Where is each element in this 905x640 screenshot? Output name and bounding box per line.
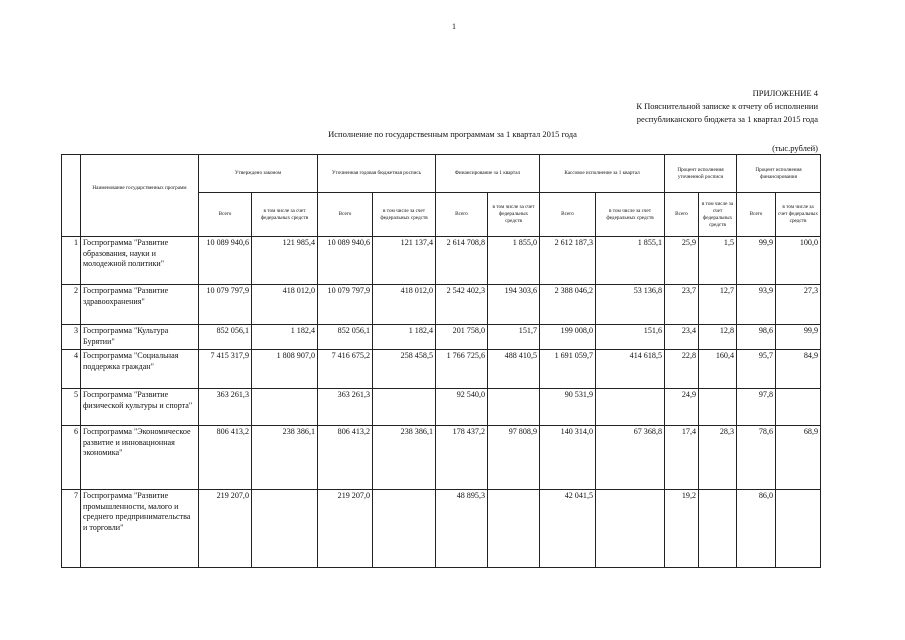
cell-value: 23,7 bbox=[665, 285, 699, 325]
cell-value: 86,0 bbox=[737, 490, 776, 568]
program-name: Госпрограмма "Развитие физической культуры и спорта" bbox=[81, 389, 199, 426]
cell-value: 140 314,0 bbox=[540, 426, 596, 490]
appendix-line-1: ПРИЛОЖЕНИЕ 4 bbox=[752, 88, 818, 98]
header-total: Всего bbox=[318, 193, 373, 237]
cell-value: 68,9 bbox=[776, 426, 821, 490]
cell-value bbox=[699, 389, 737, 426]
header-pct-revised: Процент исполнения уточненной росписи bbox=[665, 155, 737, 193]
cell-value: 98,6 bbox=[737, 325, 776, 350]
table-row bbox=[62, 389, 821, 426]
cell-value: 42 041,5 bbox=[540, 490, 596, 568]
cell-value: 178 437,2 bbox=[436, 426, 488, 490]
table-row bbox=[62, 350, 821, 389]
cell-value: 7 415 317,9 bbox=[199, 350, 252, 389]
table-row bbox=[62, 237, 821, 285]
header-total: Всего bbox=[436, 193, 488, 237]
cell-value: 1 855,0 bbox=[488, 237, 540, 285]
cell-value bbox=[488, 389, 540, 426]
program-name: Госпрограмма "Экономическое развитие и инновационная экономика" bbox=[81, 426, 199, 490]
cell-value: 1 182,4 bbox=[252, 325, 318, 350]
header-federal: в том числе за счет федеральных средств bbox=[699, 193, 737, 237]
program-name: Госпрограмма "Развитие здравоохранения" bbox=[81, 285, 199, 325]
cell-value: 151,7 bbox=[488, 325, 540, 350]
cell-value: 414 618,5 bbox=[596, 350, 665, 389]
cell-value: 10 089 940,6 bbox=[318, 237, 373, 285]
cell-value bbox=[776, 389, 821, 426]
table-row bbox=[62, 325, 821, 350]
header-approved: Утверждено законом bbox=[199, 155, 318, 193]
cell-value: 194 303,6 bbox=[488, 285, 540, 325]
row-number: 3 bbox=[62, 325, 81, 350]
cell-value: 28,3 bbox=[699, 426, 737, 490]
cell-value: 25,9 bbox=[665, 237, 699, 285]
cell-value bbox=[776, 490, 821, 568]
cell-value: 2 612 187,3 bbox=[540, 237, 596, 285]
cell-value: 1 855,1 bbox=[596, 237, 665, 285]
row-number: 7 bbox=[62, 490, 81, 568]
cell-value: 24,9 bbox=[665, 389, 699, 426]
header-federal: в том числе за счет федеральных средств bbox=[776, 193, 821, 237]
table-row bbox=[62, 426, 821, 490]
header-federal: в том числе за счет федеральных средств bbox=[596, 193, 665, 237]
cell-value: 19,2 bbox=[665, 490, 699, 568]
program-name: Госпрограмма "Культура Бурятии" bbox=[81, 325, 199, 350]
cell-value: 238 386,1 bbox=[373, 426, 436, 490]
cell-value: 806 413,2 bbox=[318, 426, 373, 490]
cell-value bbox=[596, 490, 665, 568]
cell-value: 160,4 bbox=[699, 350, 737, 389]
row-number: 1 bbox=[62, 237, 81, 285]
cell-value: 95,7 bbox=[737, 350, 776, 389]
row-number: 6 bbox=[62, 426, 81, 490]
table-row bbox=[62, 285, 821, 325]
cell-value: 219 207,0 bbox=[318, 490, 373, 568]
cell-value: 100,0 bbox=[776, 237, 821, 285]
cell-value bbox=[699, 490, 737, 568]
row-number: 5 bbox=[62, 389, 81, 426]
cell-value: 17,4 bbox=[665, 426, 699, 490]
cell-value: 363 261,3 bbox=[318, 389, 373, 426]
cell-value: 488 410,5 bbox=[488, 350, 540, 389]
cell-value bbox=[596, 389, 665, 426]
cell-value: 151,6 bbox=[596, 325, 665, 350]
cell-value: 12,7 bbox=[699, 285, 737, 325]
header-row-number bbox=[62, 155, 81, 237]
row-number: 4 bbox=[62, 350, 81, 389]
cell-value: 93,9 bbox=[737, 285, 776, 325]
cell-value bbox=[252, 490, 318, 568]
header-federal: в том числе за счет федеральных средств bbox=[488, 193, 540, 237]
cell-value: 1 182,4 bbox=[373, 325, 436, 350]
cell-value: 78,6 bbox=[737, 426, 776, 490]
cell-value: 67 368,8 bbox=[596, 426, 665, 490]
program-name: Госпрограмма "Социальная поддержка граждан" bbox=[81, 350, 199, 389]
cell-value: 1 691 059,7 bbox=[540, 350, 596, 389]
cell-value: 23,4 bbox=[665, 325, 699, 350]
header-federal: в том числе за счет федеральных средств bbox=[373, 193, 436, 237]
cell-value: 852 056,1 bbox=[199, 325, 252, 350]
cell-value bbox=[373, 490, 436, 568]
cell-value: 97,8 bbox=[737, 389, 776, 426]
cell-value: 1,5 bbox=[699, 237, 737, 285]
header-total: Всего bbox=[199, 193, 252, 237]
cell-value: 53 136,8 bbox=[596, 285, 665, 325]
cell-value: 2 388 046,2 bbox=[540, 285, 596, 325]
table-row bbox=[62, 490, 821, 568]
cell-value: 121 985,4 bbox=[252, 237, 318, 285]
cell-value: 806 413,2 bbox=[199, 426, 252, 490]
cell-value bbox=[488, 490, 540, 568]
cell-value: 7 416 675,2 bbox=[318, 350, 373, 389]
cell-value: 99,9 bbox=[776, 325, 821, 350]
appendix-header bbox=[636, 87, 818, 126]
header-pct-financing: Процент исполнения финансирования bbox=[737, 155, 821, 193]
header-revised: Уточненная годовая бюджетная роспись bbox=[318, 155, 436, 193]
cell-value: 238 386,1 bbox=[252, 426, 318, 490]
header-program-name: Наименование государственных программ bbox=[81, 155, 199, 237]
document-title: Исполнение по государственным программам за 1 квартал 2015 года bbox=[328, 129, 577, 139]
cell-value: 10 079 797,9 bbox=[199, 285, 252, 325]
page-number: 1 bbox=[452, 22, 456, 31]
cell-value: 84,9 bbox=[776, 350, 821, 389]
cell-value: 258 458,5 bbox=[373, 350, 436, 389]
appendix-line-3: республиканского бюджета за 1 квартал 2015 года bbox=[636, 114, 818, 124]
cell-value: 1 808 907,0 bbox=[252, 350, 318, 389]
header-federal: в том числе за счет федеральных средств bbox=[252, 193, 318, 237]
cell-value: 418 012,0 bbox=[373, 285, 436, 325]
cell-value: 97 808,9 bbox=[488, 426, 540, 490]
header-financing: Финансирование за 1 квартал bbox=[436, 155, 540, 193]
cell-value: 852 056,1 bbox=[318, 325, 373, 350]
program-name: Госпрограмма "Развитие образования, науки и молодежной политики" bbox=[81, 237, 199, 285]
cell-value: 92 540,0 bbox=[436, 389, 488, 426]
program-name: Госпрограмма "Развитие промышленности, малого и среднего предпринимательства и торговли" bbox=[81, 490, 199, 568]
cell-value: 1 766 725,6 bbox=[436, 350, 488, 389]
cell-value: 10 079 797,9 bbox=[318, 285, 373, 325]
cell-value: 2 614 708,8 bbox=[436, 237, 488, 285]
cell-value: 99,9 bbox=[737, 237, 776, 285]
cell-value: 121 137,4 bbox=[373, 237, 436, 285]
cell-value: 201 758,0 bbox=[436, 325, 488, 350]
cell-value: 90 531,9 bbox=[540, 389, 596, 426]
header-total: Всего bbox=[737, 193, 776, 237]
cell-value: 27,3 bbox=[776, 285, 821, 325]
cell-value: 22,8 bbox=[665, 350, 699, 389]
cell-value: 199 008,0 bbox=[540, 325, 596, 350]
cell-value: 12,8 bbox=[699, 325, 737, 350]
units-label: (тыс.рублей) bbox=[772, 143, 818, 153]
header-total: Всего bbox=[665, 193, 699, 237]
cell-value: 418 012,0 bbox=[252, 285, 318, 325]
cell-value: 219 207,0 bbox=[199, 490, 252, 568]
cell-value: 363 261,3 bbox=[199, 389, 252, 426]
header-total: Всего bbox=[540, 193, 596, 237]
appendix-line-2: К Пояснительной записке к отчету об исполнении bbox=[636, 101, 818, 111]
header-cash: Кассовое исполнение за 1 квартал bbox=[540, 155, 665, 193]
cell-value bbox=[252, 389, 318, 426]
cell-value: 2 542 402,3 bbox=[436, 285, 488, 325]
cell-value: 10 089 940,6 bbox=[199, 237, 252, 285]
cell-value: 48 895,3 bbox=[436, 490, 488, 568]
cell-value bbox=[373, 389, 436, 426]
row-number: 2 bbox=[62, 285, 81, 325]
programs-table bbox=[61, 154, 821, 568]
